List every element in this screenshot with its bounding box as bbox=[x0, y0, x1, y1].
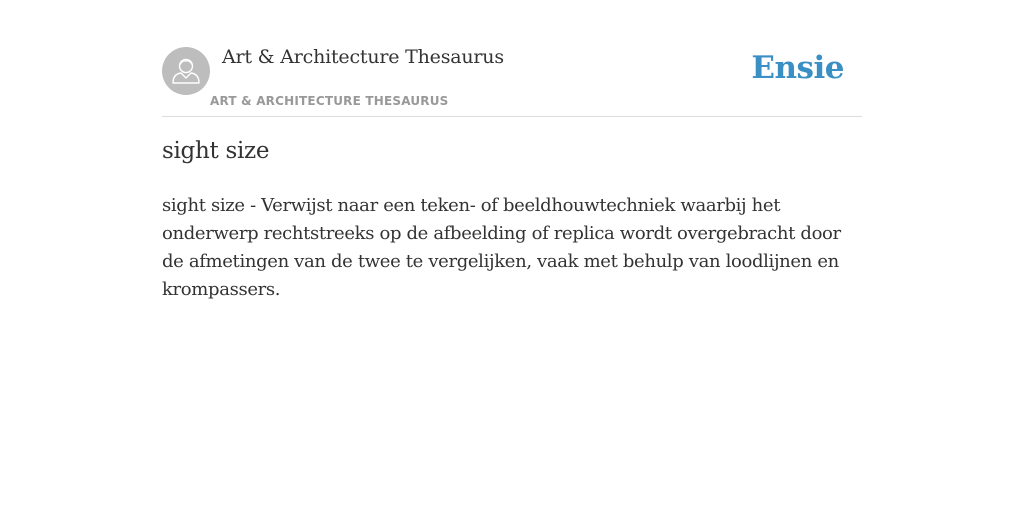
entry-definition: sight size - Verwijst naar een teken- of beeldhouwtechniek waarbij het onderwerp rechtstreeks op de afbeelding of replica wordt overgebracht door de afmetingen van de twee te vergelijken, vaak met behulp van loodlijnen en krompassers. bbox=[162, 195, 841, 300]
source-subtitle[interactable]: ART & ARCHITECTURE THESAURUS bbox=[210, 94, 449, 108]
entry-term: sight size bbox=[162, 138, 270, 164]
source-title[interactable]: Art & Architecture Thesaurus bbox=[222, 46, 504, 68]
header bbox=[162, 40, 862, 117]
avatar[interactable] bbox=[162, 47, 210, 95]
user-icon bbox=[162, 47, 210, 95]
brand-logo[interactable]: Ensie bbox=[751, 50, 844, 86]
